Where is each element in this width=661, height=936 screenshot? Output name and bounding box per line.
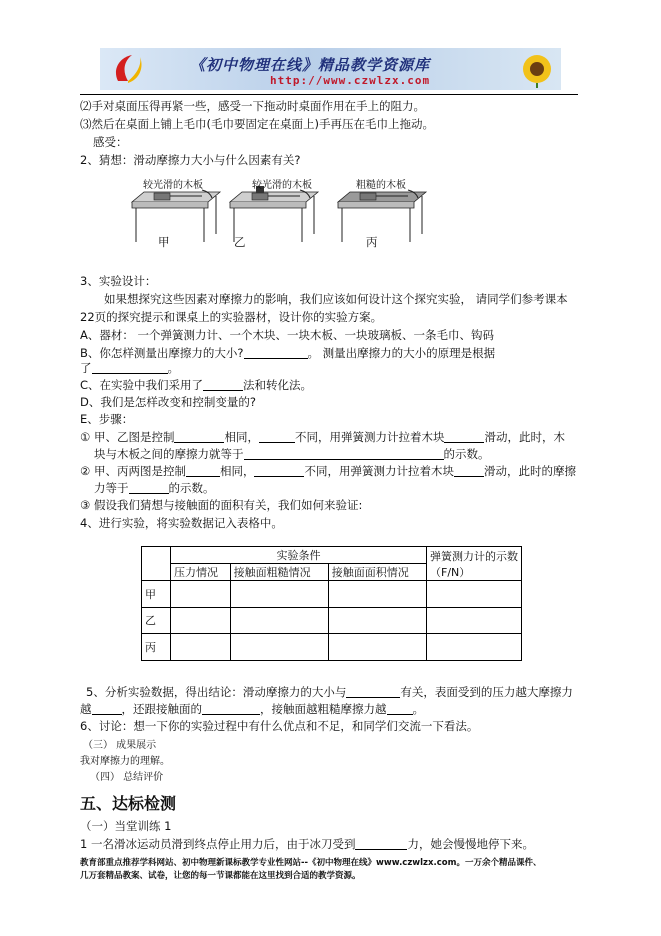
text-line: 如果想探究这些因素对摩擦力的影响，我们应该如何设计这个探究实验， 请同学们参考课本 <box>104 292 568 306</box>
text-line: ⑵手对桌面压得再紧一些，感受一下拖动时桌面作用在手上的阻力。 <box>80 99 425 113</box>
corner-cell <box>142 547 171 581</box>
subsection-title: （三） 成果展示 <box>83 740 157 751</box>
table-cell[interactable] <box>328 634 426 661</box>
answer-blank[interactable] <box>186 465 220 477</box>
answer-blank[interactable] <box>444 431 484 443</box>
text-line: B、你怎样测量出摩擦力的大小? 。 测量出摩擦力的大小的原理是根据 <box>80 346 496 360</box>
footer-line: 教育部重点推荐学科网站、初中物理新课标教学专业性网站--《初中物理在线》www.czwlzx.com。一万余个精品课件、 <box>80 858 542 868</box>
table-cell[interactable] <box>230 607 328 634</box>
answer-blank[interactable] <box>355 838 407 850</box>
step-1-cont: 块与木板之间的摩擦力就等于 的示数。 <box>94 447 490 461</box>
table-cell[interactable] <box>171 634 231 661</box>
answer-blank[interactable] <box>203 379 243 391</box>
header-result: 弹簧测力计的示数（F/N） <box>427 547 522 581</box>
figure-jia <box>128 176 224 249</box>
table-row <box>142 581 522 608</box>
text-line: 5、分析实验数据，得出结论：滑动摩擦力的大小与 有关，表面受到的压力越大摩擦力 <box>86 685 573 699</box>
text-line: E、步骤： <box>80 412 134 426</box>
subheader-roughness: 接触面粗糙情况 <box>230 564 328 581</box>
answer-blank[interactable] <box>129 482 169 494</box>
answer-blank[interactable] <box>202 703 260 715</box>
figure-caption: 较光滑的木板 <box>252 180 312 191</box>
experiment-table <box>141 546 522 661</box>
figure-yi <box>226 176 322 249</box>
sunflower-icon <box>517 50 557 88</box>
figure-caption: 粗糙的木板 <box>356 180 406 191</box>
row-label: 丙 <box>142 634 171 661</box>
text-line: 了 。 <box>80 361 179 375</box>
table-cell[interactable] <box>230 581 328 608</box>
answer-blank[interactable] <box>244 448 444 460</box>
banner-url[interactable]: http://www.czwlzx.com <box>270 74 431 87</box>
text-line: 2、猜想：滑动摩擦力大小与什么因素有关? <box>80 153 301 167</box>
table-cell[interactable] <box>427 607 522 634</box>
figure-bing <box>334 176 430 249</box>
text-line: ⑶然后在桌面上铺上毛巾(毛巾要固定在桌面上)手再压在毛巾上拖动。 <box>80 117 434 131</box>
subsection-title: （四） 总结评价 <box>90 772 164 783</box>
text-line: 越 ，还跟接触面的 ，接触面越粗糙摩擦力越 。 <box>80 702 424 716</box>
header-rule <box>80 94 578 95</box>
text-line: 6、讨论：想一下你的实验过程中有什么优点和不足，和同学们交流一下看法。 <box>80 719 479 733</box>
text-line: 我对摩擦力的理解。 <box>80 756 170 767</box>
table-cell[interactable] <box>171 581 231 608</box>
answer-blank[interactable] <box>454 465 484 477</box>
subsection-title: （一）当堂训练 1 <box>80 819 172 833</box>
footer-line: 几万套精品教案、试卷，让您的每一节课都能在这里找到合适的教学资源。 <box>80 871 361 881</box>
subheader-pressure: 压力情况 <box>171 564 231 581</box>
answer-blank[interactable] <box>259 431 295 443</box>
step-2: ② 甲、丙两图是控制 相同， 不同，用弹簧测力计拉着木块 滑动，此时的摩擦 <box>80 464 576 478</box>
text-line: A、器材： 一个弹簧测力计、一个木块、一块木板、一块玻璃板、一条毛巾、钩码 <box>80 328 495 342</box>
header-conditions: 实验条件 <box>171 547 427 564</box>
section-heading: 五、达标检测 <box>80 794 177 813</box>
answer-blank[interactable] <box>92 362 168 374</box>
header-banner <box>100 48 561 90</box>
step-1: ① 甲、乙图是控制 相同， 不同，用弹簧测力计拉着木块 滑动，此时，木 <box>80 430 565 444</box>
text-line: 感受： <box>93 135 128 149</box>
figure-caption: 较光滑的木板 <box>143 180 203 191</box>
answer-blank[interactable] <box>92 703 122 715</box>
table-cell[interactable] <box>171 607 231 634</box>
row-label: 乙 <box>142 607 171 634</box>
row-label: 甲 <box>142 581 171 608</box>
step-3: ③ 假设我们猜想与接触面的面积有关，我们如何来验证: <box>80 498 363 512</box>
answer-blank[interactable] <box>174 431 224 443</box>
subheader-area: 接触面面积情况 <box>328 564 426 581</box>
table-cell[interactable] <box>328 607 426 634</box>
question-1: 1 一名滑冰运动员滑到终点停止用力后，由于冰刀受到 力，她会慢慢地停下来。 <box>80 837 534 851</box>
banner-title: 《初中物理在线》精品教学资源库 <box>190 56 431 74</box>
answer-blank[interactable] <box>244 347 308 359</box>
figure-label: 甲 <box>158 235 170 249</box>
text-line: 22页的探究提示和课桌上的实验器材，设计你的实验方案。 <box>80 310 383 324</box>
text-line: 3、实验设计： <box>80 274 157 288</box>
answer-blank[interactable] <box>254 465 304 477</box>
table-cell[interactable] <box>230 634 328 661</box>
text-line: 4、进行实验，将实验数据记入表格中。 <box>80 516 283 530</box>
figure-label: 乙 <box>234 235 246 249</box>
logo-icon <box>110 51 146 87</box>
table-row <box>142 607 522 634</box>
step-2-cont: 力等于 的示数。 <box>94 481 215 495</box>
answer-blank[interactable] <box>387 703 413 715</box>
table-cell[interactable] <box>427 634 522 661</box>
figure-label: 丙 <box>366 235 378 249</box>
table-cell[interactable] <box>328 581 426 608</box>
text-line: C、在实验中我们采用了 法和转化法。 <box>80 378 313 392</box>
answer-blank[interactable] <box>346 686 400 698</box>
table-cell[interactable] <box>427 581 522 608</box>
table-row <box>142 634 522 661</box>
text-line: D、我们是怎样改变和控制变量的? <box>80 395 256 409</box>
